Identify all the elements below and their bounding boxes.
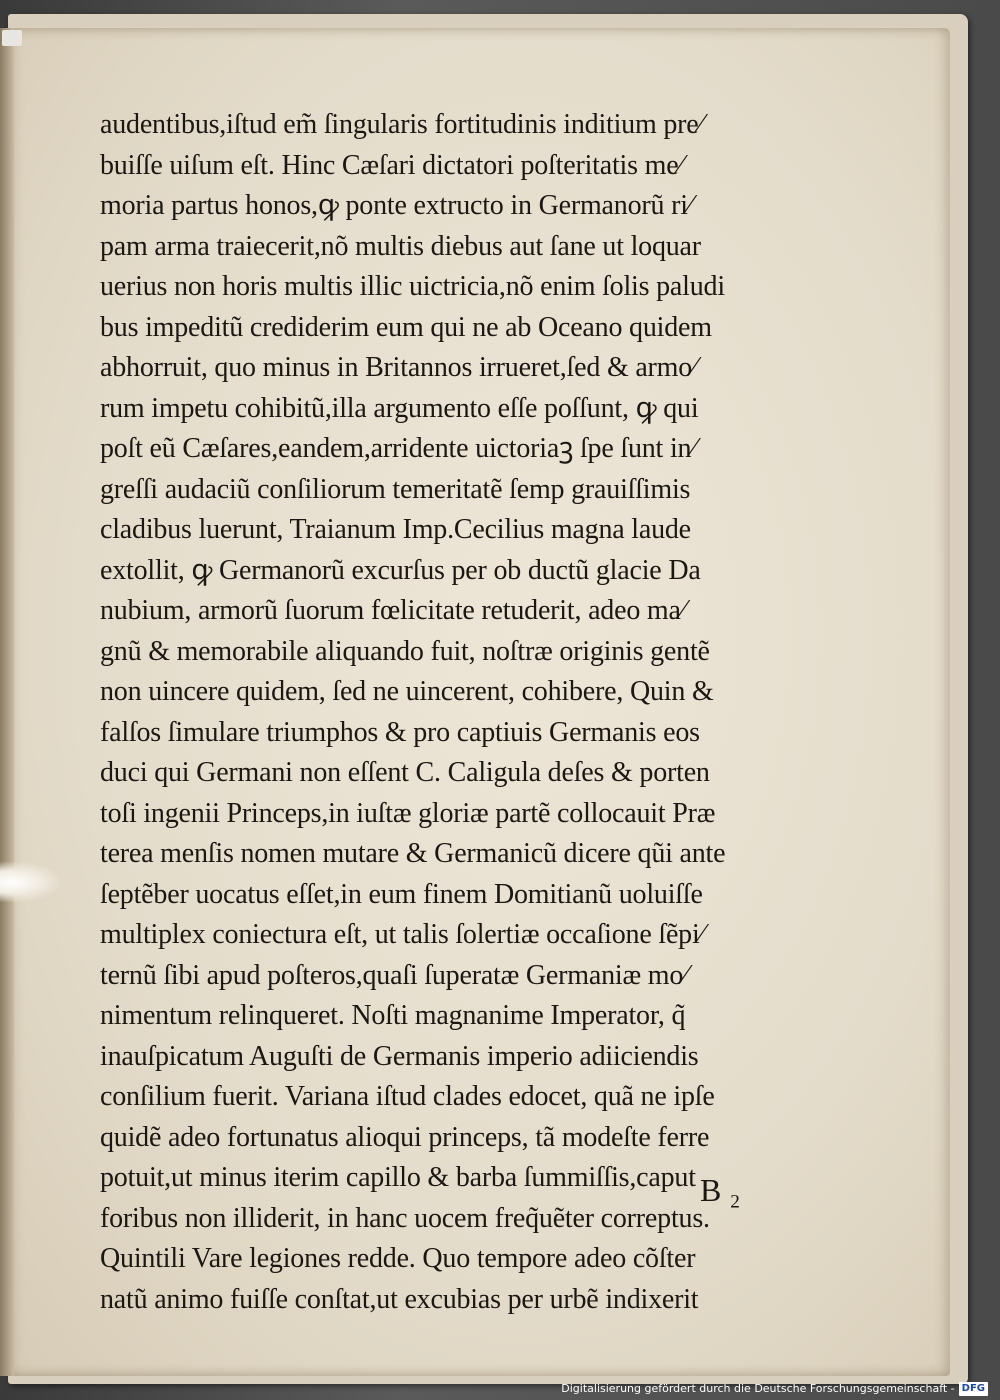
text-line: duci qui Germani non eſſent C. Caligula deſes & porten bbox=[100, 757, 710, 788]
body-text bbox=[100, 105, 800, 1320]
text-line: non uincere quidem, ſed ne uincerent, cohibere, Quin & bbox=[100, 676, 714, 707]
footer-text: Digitalisierung gefördert durch die Deutsche Forschungsgemeinschaft - bbox=[561, 1382, 955, 1395]
text-line: nimentum relinqueret. Noſti magnanime Imperator, q̃ bbox=[100, 1000, 686, 1031]
text-line: inauſpicatum Auguſti de Germanis imperio adiiciendis bbox=[100, 1040, 699, 1072]
text-line: moria partus honos,ꝙ ponte extructo in Germanorũ ri⁄ bbox=[100, 190, 693, 221]
text-line: quidẽ adeo fortunatus alioqui princeps, tã modeſte ferre bbox=[100, 1121, 710, 1153]
text-line: poſt eũ Cæſares,eandem,arridente uictoriaꝫ ſpe ſunt in⁄ bbox=[100, 433, 696, 464]
text-line: audentibus,iſtud em̃ ſingularis fortitudinis inditium pre⁄ bbox=[100, 109, 703, 140]
text-line: bus impeditũ crediderim eum qui ne ab Oceano quidem bbox=[100, 311, 712, 343]
text-line: nubium, armorũ ſuorum fœlicitate retuderit, adeo ma⁄ bbox=[100, 595, 686, 626]
paper-damage bbox=[0, 862, 60, 902]
binding-edge bbox=[0, 28, 14, 1376]
dfg-logo: DFG bbox=[959, 1382, 988, 1396]
text-line: ternũ ſibi apud poſteros,quaſi ſuperatæ Germaniæ mo⁄ bbox=[100, 959, 688, 991]
page-tab bbox=[2, 30, 22, 46]
text-line: rum impetu cohibitũ,illa argumento eſſe poſſunt, ꝙ qui bbox=[100, 392, 699, 424]
signature-mark: B ₂ bbox=[700, 1172, 741, 1208]
text-line: extollit, ꝙ Germanorũ excurſus per ob ductũ glacie Da bbox=[100, 554, 701, 586]
text-line: falſos ſimulare triumphos & pro captiuis Germanis eos bbox=[100, 716, 700, 748]
text-line: gnũ & memorabile aliquando fuit, noſtræ originis gentẽ bbox=[100, 635, 710, 667]
text-line: conſilium fuerit. Variana iſtud clades edocet, quã ne ipſe bbox=[100, 1081, 715, 1112]
text-line: greſſi audaciũ conſiliorum temeritatẽ ſemp grauiſſimis bbox=[100, 473, 691, 505]
text-line: ſeptẽber uocatus eſſet,in eum finem Domitianũ uoluiſſe bbox=[100, 878, 703, 910]
text-line: cladibus luerunt, Traianum Imp.Cecilius magna laude bbox=[100, 514, 691, 545]
text-line: toſi ingenii Princeps,in iuſtæ gloriæ partẽ collocauit Præ bbox=[100, 797, 716, 829]
text-line: Quintili Vare legiones redde. Quo tempore adeo cõſter bbox=[100, 1243, 696, 1274]
text-line: pam arma traiecerit,nõ multis diebus aut ſane ut loquar bbox=[100, 230, 701, 262]
footer-credit bbox=[561, 1380, 988, 1398]
text-line: terea menſis nomen mutare & Germanicũ dicere qũi ante bbox=[100, 838, 726, 869]
text-line: uerius non horis multis illic uictricia,nõ enim ſolis paludi bbox=[100, 271, 725, 302]
text-line: buiſſe uiſum eſt. Hinc Cæſari dictatori poſteritatis me⁄ bbox=[100, 149, 683, 181]
text-line: foribus non illiderit, in hanc uocem freq̃uẽter correptus. bbox=[100, 1202, 710, 1234]
text-line: potuit,ut minus iterim capillo & barba ſummiſſis,caput bbox=[100, 1162, 696, 1193]
text-line: natũ animo fuiſſe conſtat,ut excubias per urbẽ indixerit bbox=[100, 1283, 699, 1315]
text-line: multiplex coniectura eſt, ut talis ſolertiæ occaſione ſẽpi⁄ bbox=[100, 919, 705, 950]
text-line: abhorruit, quo minus in Britannos irrueret,ſed & armo⁄ bbox=[100, 352, 697, 383]
